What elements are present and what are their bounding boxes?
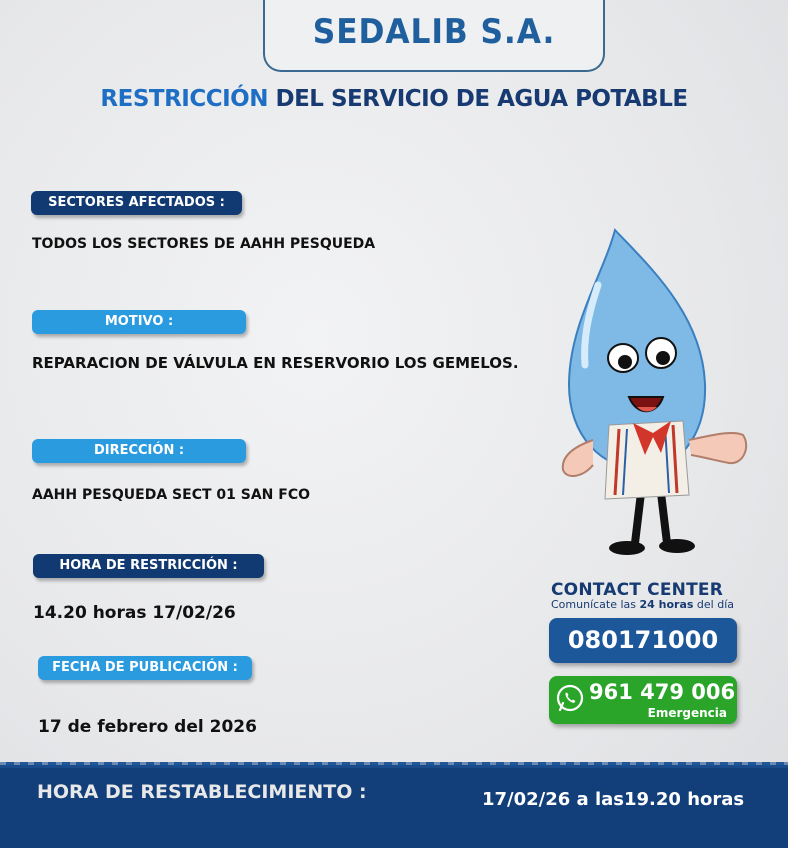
motivo-value: REPARACION DE VÁLVULA EN RESERVORIO LOS GEMELOS.: [32, 354, 519, 372]
hora-restriccion-value: 14.20 horas 17/02/26: [33, 603, 236, 623]
fecha-publicacion-label: FECHA DE PUBLICACIÓN :: [38, 656, 252, 680]
subtitle-post: del día: [693, 598, 735, 611]
subtitle-bold: 24 horas: [639, 598, 694, 611]
whatsapp-emergency-button[interactable]: [549, 676, 737, 724]
whatsapp-number: 961 479 006: [589, 680, 736, 704]
footer-stripe: [0, 762, 788, 765]
logo-frame: [263, 0, 605, 72]
sectores-label: SECTORES AFECTADOS :: [31, 191, 242, 215]
brand-logo: SEDALIB S.A.: [312, 12, 556, 52]
water-drop-mascot: [553, 225, 753, 565]
contact-center-subtitle: [551, 598, 734, 611]
title-highlight: RESTRICCIÓN: [100, 86, 268, 112]
whatsapp-label: Emergencia: [647, 706, 727, 720]
motivo-label: MOTIVO :: [32, 310, 246, 334]
title-rest: DEL SERVICIO DE AGUA POTABLE: [267, 86, 688, 112]
contact-center-title: CONTACT CENTER: [551, 580, 723, 600]
direccion-label: DIRECCIÓN :: [32, 439, 246, 463]
fecha-publicacion-value: 17 de febrero del 2026: [38, 717, 257, 737]
contact-phone-button[interactable]: 080171000: [549, 618, 737, 663]
sectores-value: TODOS LOS SECTORES DE AAHH PESQUEDA: [32, 236, 376, 252]
restablecimiento-label: HORA DE RESTABLECIMIENTO :: [37, 781, 367, 803]
whatsapp-icon: [555, 683, 585, 713]
restablecimiento-value: 17/02/26 a las19.20 horas: [482, 789, 745, 810]
hora-restriccion-label: HORA DE RESTRICCIÓN :: [33, 554, 264, 578]
subtitle-pre: Comunícate las: [551, 598, 640, 611]
direccion-value: AAHH PESQUEDA SECT 01 SAN FCO: [32, 487, 310, 503]
page-title: [0, 86, 788, 112]
